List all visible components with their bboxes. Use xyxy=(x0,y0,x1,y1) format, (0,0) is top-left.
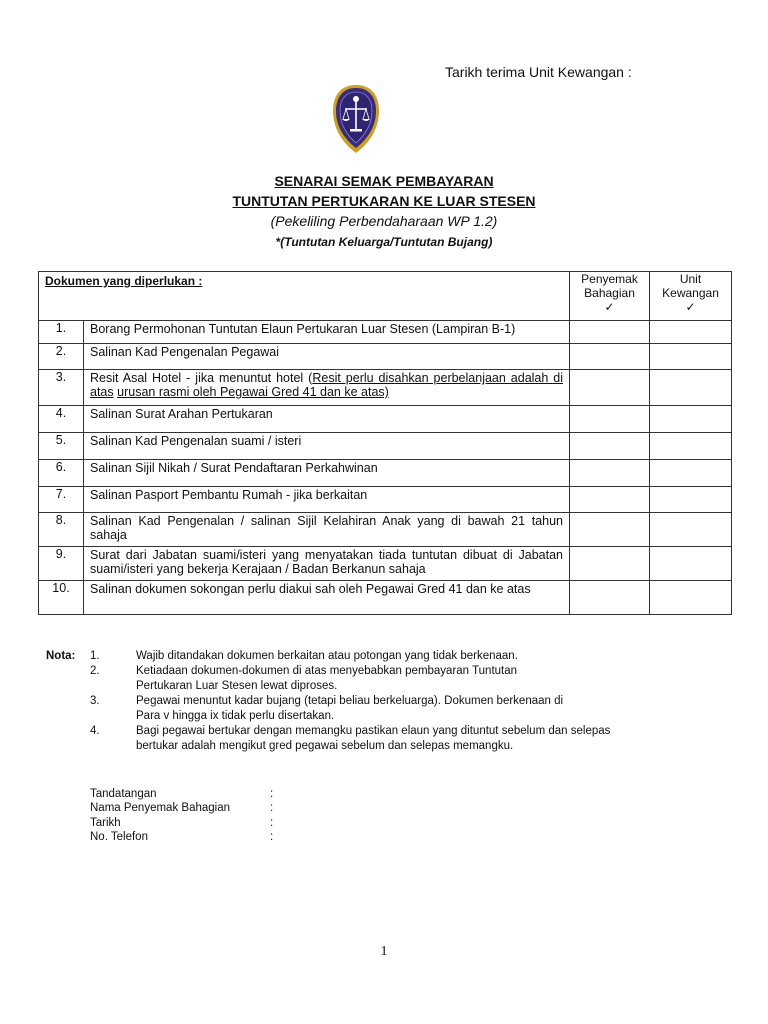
circular-reference: (Pekeliling Perbendaharaan WP 1.2) xyxy=(270,213,498,229)
check-mark-icon: ✓ xyxy=(604,300,615,314)
page-number: 1 xyxy=(380,944,388,959)
table-row: 7. Salinan Pasport Pembantu Rumah - jika berkaitan xyxy=(39,487,732,513)
finance-checkbox[interactable] xyxy=(650,460,732,487)
finance-checkbox[interactable] xyxy=(650,547,732,581)
note-text: Pertukaran Luar Stesen lewat diproses. xyxy=(136,680,338,692)
table-row: 9. Surat dari Jabatan suami/isteri yang menyatakan tiada tuntutan dibuat di Jabatan suami/isteri yang bekerja Kerajaan / Badan Berkanun sahaja xyxy=(39,547,732,581)
table-row: 3. Resit Asal Hotel - jika menuntut hotel (Resit perlu disahkan perbelanjaan adalah di atas urusan rasmi oleh Pegawai Gred 41 dan ke atas) xyxy=(39,370,732,406)
checker-checkbox[interactable] xyxy=(570,406,650,433)
note-text: Para v hingga ix tidak perlu disertakan. xyxy=(136,710,335,722)
finance-checkbox[interactable] xyxy=(650,321,732,344)
note-text: Bagi pegawai bertukar dengan memangku pastikan elaun yang dituntut sebelum dan selepas xyxy=(136,725,611,737)
finance-checkbox[interactable] xyxy=(650,581,732,615)
finance-checkbox[interactable] xyxy=(650,344,732,370)
table-row: 8. Salinan Kad Pengenalan / salinan Sijil Kelahiran Anak yang di bawah 21 tahun sahaja xyxy=(39,513,732,547)
finance-checkbox[interactable] xyxy=(650,513,732,547)
checker-checkbox[interactable] xyxy=(570,513,650,547)
signature-field[interactable]: Tandatangan : xyxy=(90,788,274,800)
received-date-label: Tarikh terima Unit Kewangan : xyxy=(445,64,632,80)
finance-checkbox[interactable] xyxy=(650,433,732,460)
table-row: 4. Salinan Surat Arahan Pertukaran xyxy=(39,406,732,433)
claim-type: *(Tuntutan Keluarga/Tuntutan Bujang) xyxy=(275,235,493,249)
checker-checkbox[interactable] xyxy=(570,321,650,344)
checker-checkbox[interactable] xyxy=(570,370,650,406)
note-text: Ketiadaan dokumen-dokumen di atas menyebabkan pembayaran Tuntutan xyxy=(136,665,518,677)
checker-checkbox[interactable] xyxy=(570,344,650,370)
table-row: 6. Salinan Sijil Nikah / Surat Pendaftaran Perkahwinan xyxy=(39,460,732,487)
checker-checkbox[interactable] xyxy=(570,487,650,513)
table-row: 10. Salinan dokumen sokongan perlu diakui sah oleh Pegawai Gred 41 dan ke atas xyxy=(39,581,732,615)
emblem-scales-icon xyxy=(331,83,381,155)
checker-checkbox[interactable] xyxy=(570,433,650,460)
finance-column-header: Unit Kewangan ✓ xyxy=(650,272,732,321)
document-checklist-table xyxy=(38,271,732,615)
checker-checkbox[interactable] xyxy=(570,581,650,615)
notes-label: Nota: xyxy=(46,650,76,662)
title-line-2: TUNTUTAN PERTUKARAN KE LUAR STESEN xyxy=(232,193,536,209)
check-mark-icon: ✓ xyxy=(685,300,696,314)
note-text: bertukar adalah mengikut gred pegawai sebelum dan selepas memangku. xyxy=(136,740,514,752)
finance-checkbox[interactable] xyxy=(650,406,732,433)
table-row: 1. Borang Permohonan Tuntutan Elaun Pertukaran Luar Stesen (Lampiran B-1) xyxy=(39,321,732,344)
checker-checkbox[interactable] xyxy=(570,460,650,487)
documents-column-header: Dokumen yang diperlukan : xyxy=(39,272,570,321)
finance-checkbox[interactable] xyxy=(650,487,732,513)
note-text: Pegawai menuntut kadar bujang (tetapi beliau berkeluarga). Dokumen berkenaan di xyxy=(136,695,564,707)
phone-field[interactable]: No. Telefon : xyxy=(90,830,274,843)
checker-column-header: Penyemak Bahagian ✓ xyxy=(570,272,650,321)
checker-checkbox[interactable] xyxy=(570,547,650,581)
table-header-row xyxy=(39,272,732,321)
finance-checkbox[interactable] xyxy=(650,370,732,406)
notes-section: Nota: 1. Wajib ditandakan dokumen berkaitan atau potongan yang tidak berkenaan. 2. Ketiadaan dokumen-dokumen di atas menyebabkan pembayaran Tuntutan Pertukaran Luar Stesen lewat diproses. 3. Pegawai menuntut kadar bujang (tetapi beliau berkeluarga). Dokumen berkenaan di Para v hingga ix tidak perlu disertakan. 4. Bagi pegawai bertukar dengan memangku pastikan elaun yang dituntut sebelum dan selepas bertukar adalah mengikut gred pegawai sebelum dan selepas memangku. xyxy=(46,650,611,752)
table-row: 2. Salinan Kad Pengenalan Pegawai xyxy=(39,344,732,370)
signature-block xyxy=(90,787,390,844)
checker-name-field[interactable]: Nama Penyemak Bahagian : xyxy=(90,802,274,815)
table-row: 5. Salinan Kad Pengenalan suami / isteri xyxy=(39,433,732,460)
date-field[interactable]: Tarikh : xyxy=(90,816,274,829)
note-text: Wajib ditandakan dokumen berkaitan atau potongan yang tidak berkenaan. xyxy=(136,650,518,662)
title-line-1: SENARAI SEMAK PEMBAYARAN xyxy=(274,173,494,189)
